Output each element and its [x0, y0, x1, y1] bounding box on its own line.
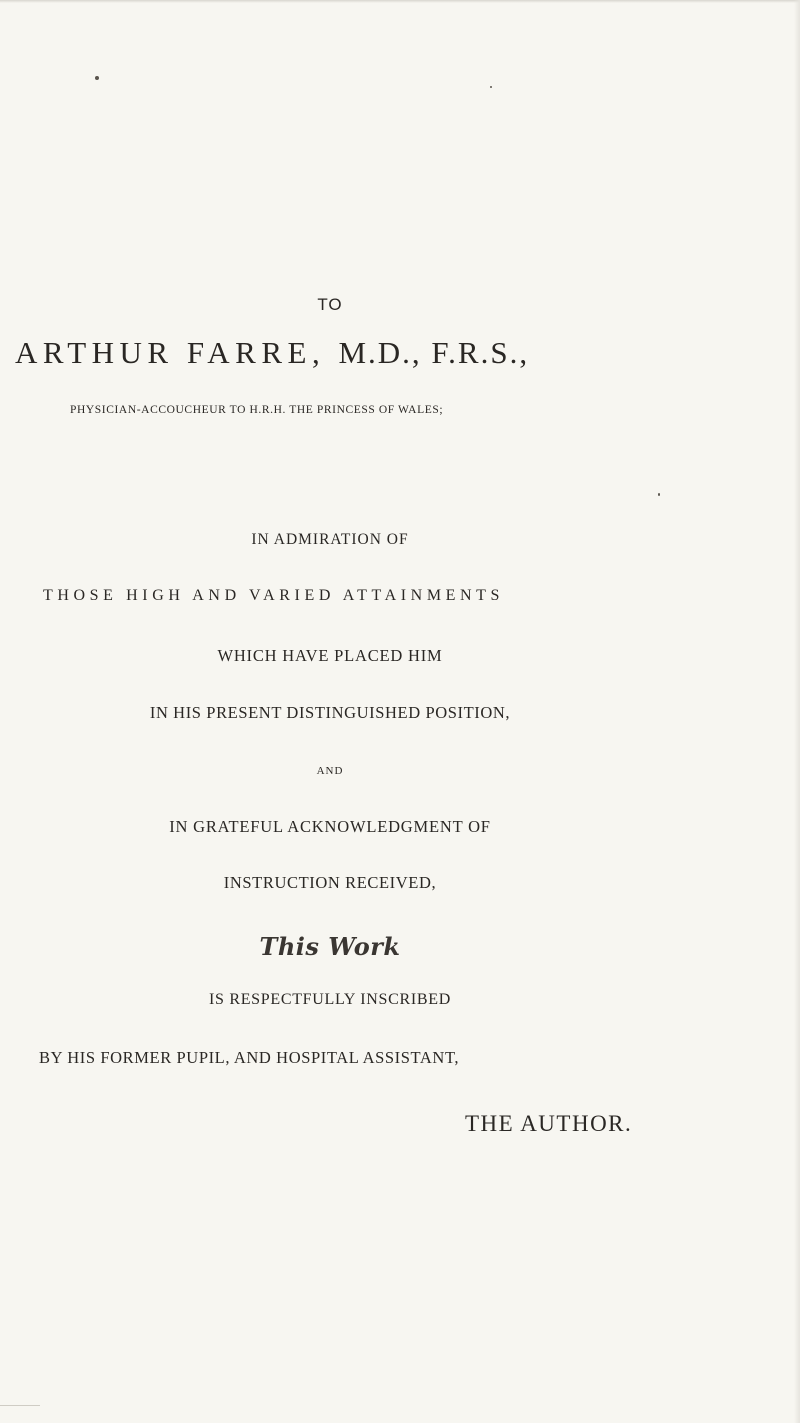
line-inscribed: IS RESPECTFULLY INSCRIBED — [209, 991, 451, 1008]
page-top-edge — [0, 0, 800, 3]
line-pupil: BY HIS FORMER PUPIL, AND HOSPITAL ASSISTANT, — [39, 1048, 460, 1067]
dedicatee-title: PHYSICIAN-ACCOUCHEUR TO H.R.H. THE PRINCESS OF WALES; — [70, 404, 444, 416]
dedicatee-degrees: M.D., F.R.S., — [338, 335, 530, 370]
line-admiration: IN ADMIRATION OF — [251, 531, 409, 548]
line-position: IN HIS PRESENT DISTINGUISHED POSITION, — [149, 703, 511, 722]
dedication-to: TO — [317, 295, 343, 314]
line-and: AND — [316, 765, 344, 777]
dedicatee-name-text: ARTHUR FARRE, — [15, 335, 326, 370]
ink-speck — [95, 76, 99, 80]
ink-speck — [490, 86, 492, 88]
dedicatee-name — [15, 335, 529, 371]
line-attainments: THOSE HIGH AND VARIED ATTAINMENTS — [43, 587, 505, 604]
page-right-edge — [794, 0, 800, 1423]
page-bottom-mark — [0, 1405, 40, 1406]
blackletter-this-work: This Work — [259, 932, 401, 961]
author-signature: THE AUTHOR. — [465, 1111, 633, 1136]
line-which: WHICH HAVE PLACED HIM — [217, 646, 443, 665]
line-grateful: IN GRATEFUL ACKNOWLEDGMENT OF — [169, 817, 491, 836]
ink-speck — [658, 493, 660, 496]
line-instruction: INSTRUCTION RECEIVED, — [223, 873, 437, 892]
